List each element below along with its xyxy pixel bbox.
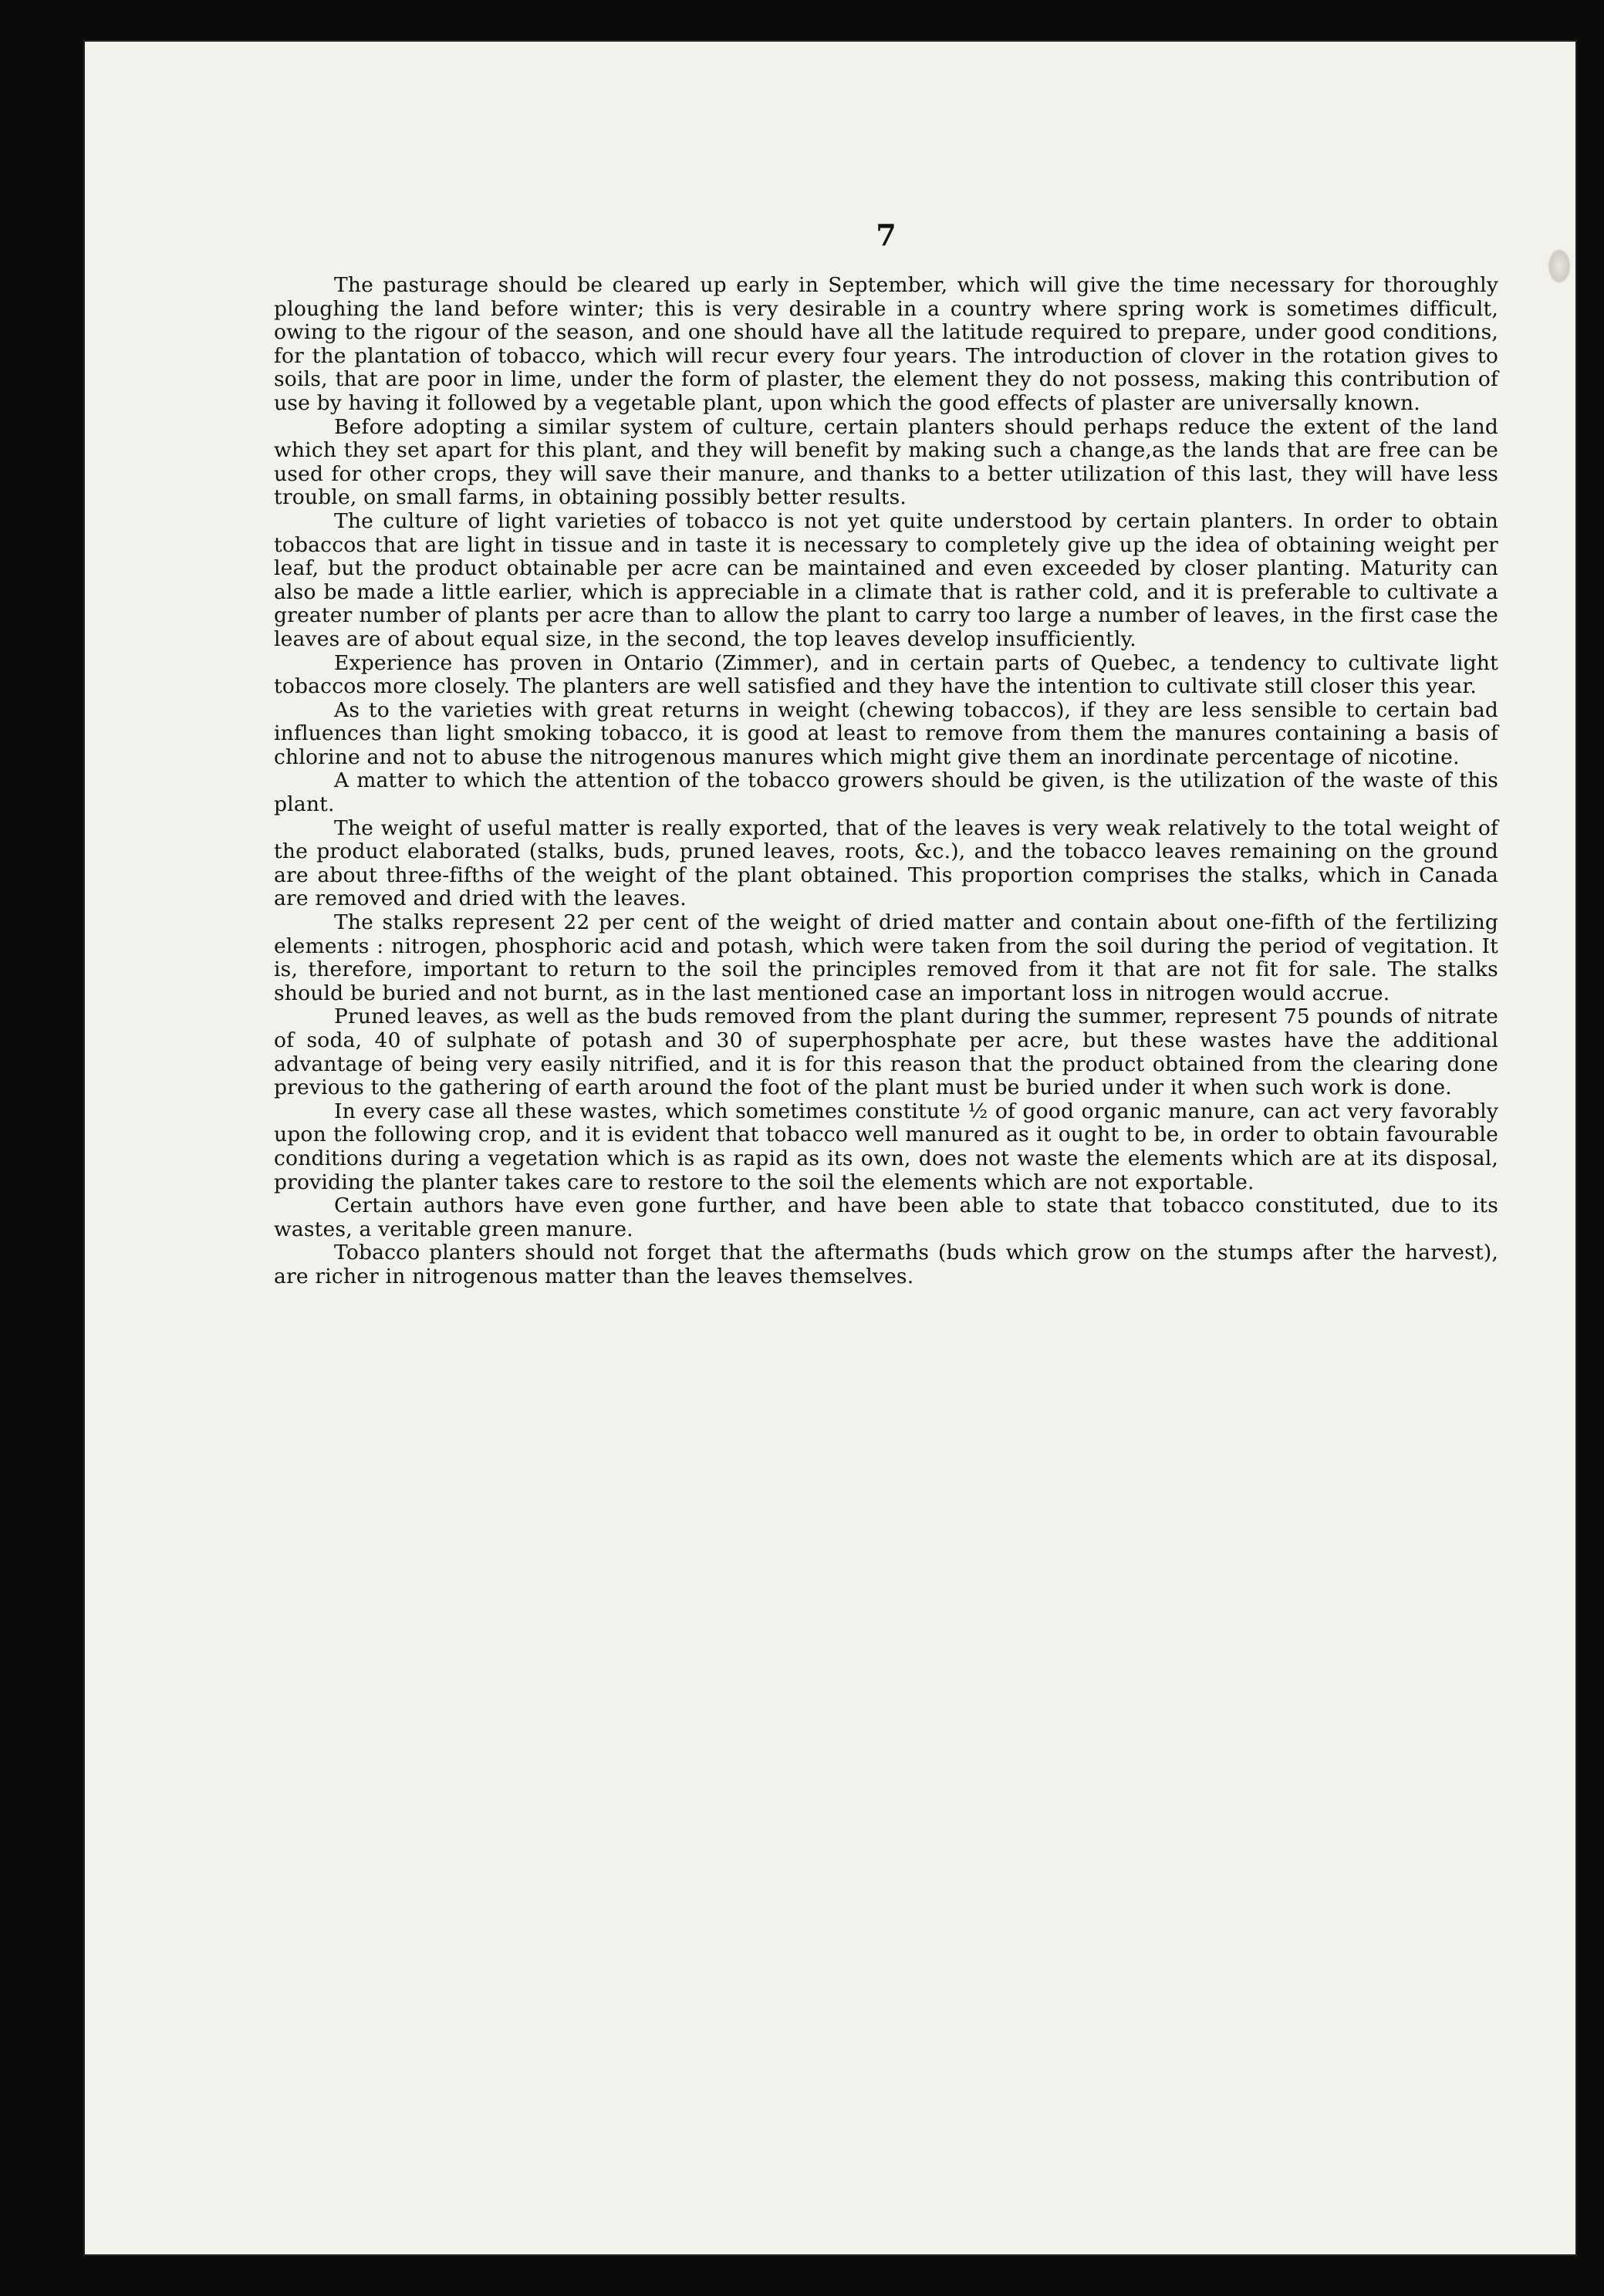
- paragraph-green-manure: Certain authors have even gone further, and have been able to state that tobacco constituted, due to its wastes, a veritable green manure.: [274, 1194, 1498, 1241]
- paragraph-pruned-leaves: Pruned leaves, as well as the buds removed from the plant during the summer, represent 75 pounds of nitrate of soda, 40 of sulphate of potash and 30 of superphosphate per acre, but these wastes have the additional advantage of being very easily nitrified, and it is for this reason that the product obtained from the clearing done previous to the gathering of earth around the foot of the plant must be buried under it when such work is done.: [274, 1004, 1498, 1100]
- paragraph-experience-ontario: Experience has proven in Ontario (Zimmer), and in certain parts of Quebec, a tendency to cultivate light tobaccos more closely. The planters are well satisfied and they have the intention to cultivate still closer this year.: [274, 650, 1498, 699]
- paragraph-stalks: The stalks represent 22 per cent of the weight of dried matter and contain about one-fifth of the fertilizing elements : nitrogen, phosphoric acid and potash, which were taken from the soil during the period of vegitation. It is, therefore, important to return to the soil the principles removed from it that are not fit for sale. The stalks should be buried and not burnt, as in the last mentioned case an important loss in nitrogen would accrue.: [274, 910, 1498, 1005]
- page-number: 7: [876, 218, 897, 252]
- paragraph-adopting-system: Before adopting a similar system of culture, certain planters should perhaps reduce the extent of the land which they set apart for this plant, and they will benefit by making such a change,as the lands that are free can be used for other crops, they will save their manure, and thanks to a better utilization of this last, they will have less trouble, on small farms, in obtaining possibly better results.: [274, 414, 1498, 510]
- paragraph-waste-utilization: A matter to which the attention of the tobacco growers should be given, is the utilization of the waste of this plant.: [274, 768, 1498, 817]
- page-body: [274, 218, 1498, 1289]
- paragraph-useful-matter: The weight of useful matter is really exported, that of the leaves is very weak relatively to the total weight of the product elaborated (stalks, buds, pruned leaves, roots, &c.), and the tobacco leaves remaining on the ground are about three-fifths of the weight of the plant obtained. This proportion comprises the stalks, which in Canada are removed and dried with the leaves.: [274, 815, 1498, 911]
- paragraph-organic-manure: In every case all these wastes, which sometimes constitute ½ of good organic manure, can act very favorably upon the following crop, and it is evident that tobacco well manured as it ought to be, in order to obtain favourable conditions during a vegetation which is as rapid as its own, does not waste the elements which are at its disposal, providing the planter takes care to restore to the soil the elements which are not exportable.: [274, 1099, 1498, 1194]
- paragraph-chewing-tobaccos: As to the varieties with great returns in weight (chewing tobaccos), if they are less sensible to certain bad influences than light smoking tobacco, it is good at least to remove from them the manures containing a basis of chlorine and not to abuse the nitrogenous manures which might give them an inordinate percentage of nicotine.: [274, 697, 1498, 769]
- document-page: [83, 40, 1577, 2256]
- paragraph-light-varieties: The culture of light varieties of tobacco is not yet quite understood by certain planters. In order to obtain tobaccos that are light in tissue and in taste it is necessary to completely give up the idea of obtaining weight per leaf, but the product obtainable per acre can be maintained and even exceeded by closer planting. Maturity can also be made a little earlier, which is appreciable in a climate that is rather cold, and it is preferable to cultivate a greater number of plants per acre than to allow the plant to carry too large a number of leaves, in the first case the leaves are of about equal size, in the second, the top leaves develop insufficiently.: [274, 508, 1498, 651]
- scan-artifact: [1548, 248, 1571, 284]
- paragraph-aftermaths: Tobacco planters should not forget that the aftermaths (buds which grow on the stumps after the harvest), are richer in nitrogenous matter than the leaves themselves.: [274, 1241, 1498, 1288]
- paragraph-pasturage: The pasturage should be cleared up early in September, which will give the time necessary for thoroughly ploughing the land before winter; this is very desirable in a country where spring work is sometimes difficult, owing to the rigour of the season, and one should have all the latitude required to prepare, under good conditions, for the plantation of tobacco, which will recur every four years. The introduction of clover in the rotation gives to soils, that are poor in lime, under the form of plaster, the element they do not possess, making this contribution of use by having it followed by a vegetable plant, upon which the good effects of plaster are universally known.: [274, 273, 1498, 415]
